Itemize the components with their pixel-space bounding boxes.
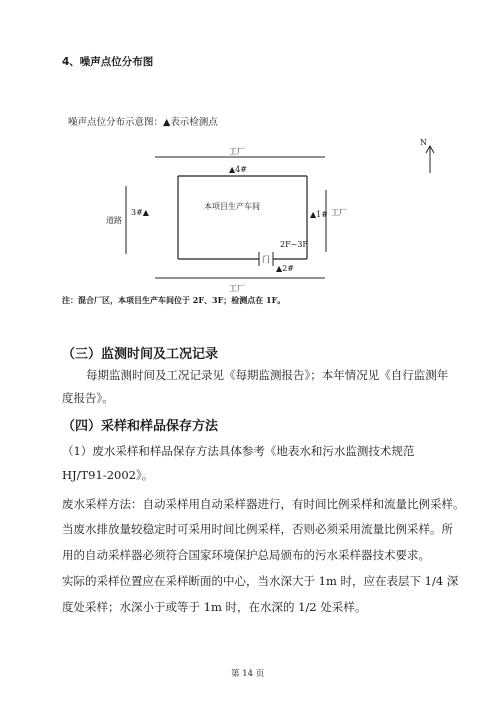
point-3-label: 3#▲ (131, 208, 149, 217)
section-4-line-1: （1）废水采样和样品保存方法具体参考《地表水和污水监测技术规范 (62, 444, 415, 458)
section-3-line-1: 每期监测时间及工况记录见《每期监测报告》；本年情况见《自行监测年 (86, 368, 449, 382)
workshop-label: 本项目生产车间 (204, 202, 260, 211)
section-3-heading: （三）监测时间及工况记录 (62, 347, 219, 362)
road-label: 道路 (106, 216, 122, 225)
point-4-label: ▲4# (229, 165, 247, 174)
door-label: 门 (262, 255, 270, 264)
section-4-line-4: 当废水排放量较稳定时可采用时间比例采样，否则必须采用流量比例采样。所 (62, 522, 453, 536)
section-4-line-3: 废水采样方法：自动采样用自动采样器进行，有时间比例采样和流量比例采样。 (62, 497, 465, 511)
point-1-label: ▲1# (310, 210, 328, 219)
north-label: N (420, 138, 427, 147)
section-4-line-7: 度处采样；水深小于或等于 1m 时，在水深的 1/2 处采样。 (62, 600, 367, 614)
floors-label: 2F~3F (280, 240, 308, 249)
section-4-line-2: HJ/T91-2002》。 (62, 468, 154, 482)
point-2-label: ▲2# (276, 264, 294, 273)
noise-point-diagram (0, 0, 500, 320)
factory-right-label: 工厂 (331, 208, 347, 217)
section-3-line-2: 度报告》。 (62, 391, 114, 405)
section-4-title: 4、噪声点位分布图 (62, 56, 154, 68)
diagram-note: 注：混合厂区，本项目生产车间位于 2F、3F；检测点在 1F。 (62, 295, 286, 305)
section-4-line-6: 实际的采样位置应在采样断面的中心，当水深大于 1m 时，应在表层下 1/4 深 (62, 574, 459, 588)
section-4-line-5: 用的自动采样器必须符合国家环境保护总局颁布的污水采样器技术要求。 (62, 548, 430, 562)
diagram-caption: 噪声点位分布示意图：▲表示检测点 (68, 117, 218, 128)
factory-top-label: 工厂 (229, 147, 245, 156)
factory-bottom-label: 工厂 (229, 284, 245, 293)
section-4-heading: （四）采样和样品保存方法 (62, 419, 219, 434)
page-number: 第 14 页 (231, 669, 265, 679)
